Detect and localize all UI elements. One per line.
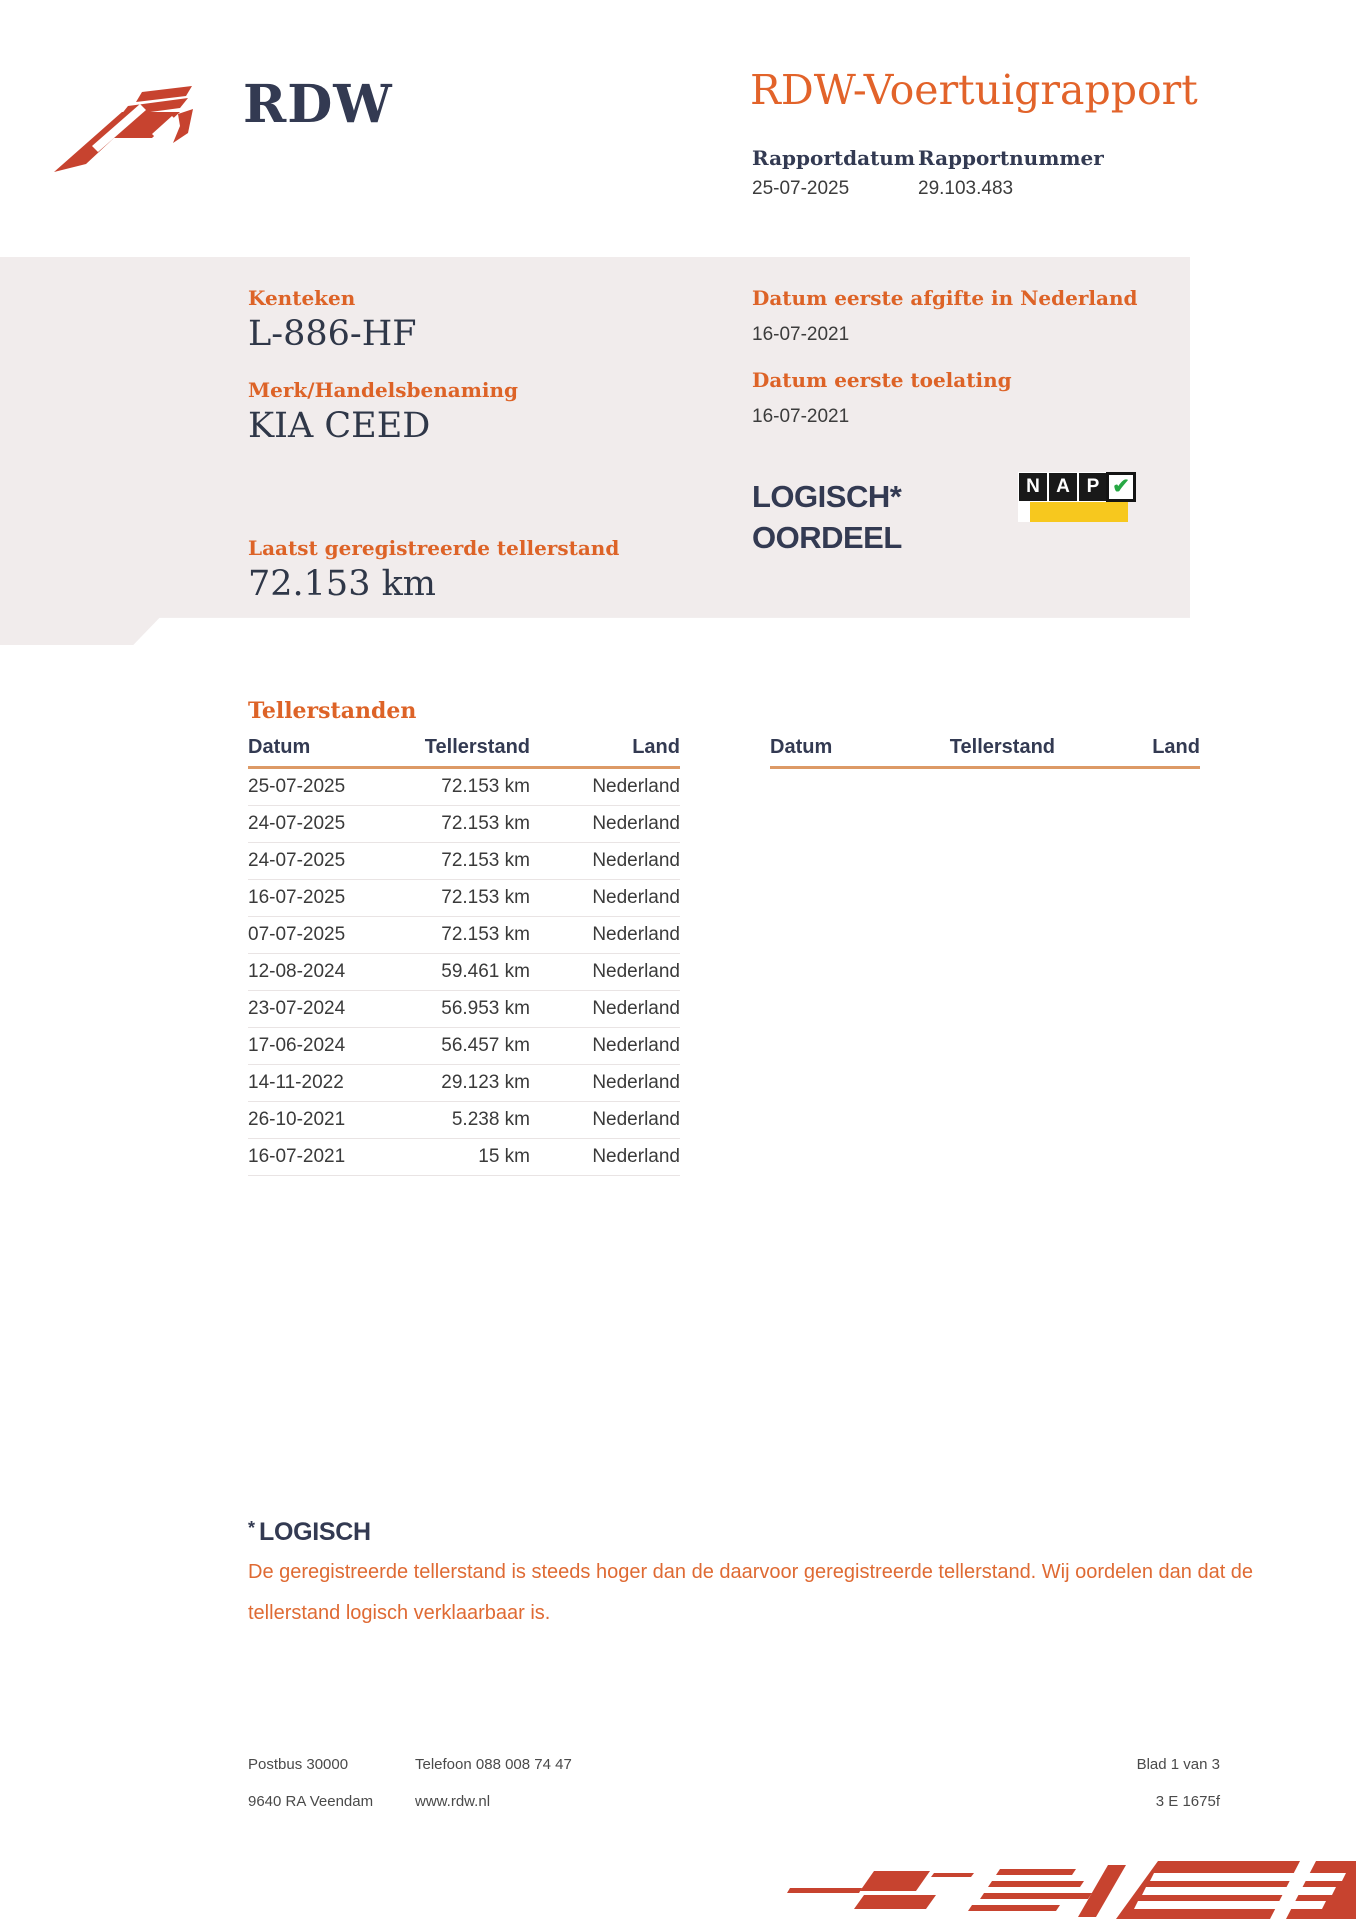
- oordeel-line2: OORDEEL: [752, 520, 902, 555]
- row-land: Nederland: [592, 776, 680, 797]
- column-header-tellerstand: Tellerstand: [424, 736, 530, 758]
- row-tellerstand: 72.153 km: [441, 887, 530, 908]
- footnote-asterisk: *: [248, 1518, 256, 1538]
- row-land: Nederland: [592, 961, 680, 982]
- merk-value: KIA CEED: [248, 406, 431, 446]
- table-row: [248, 880, 680, 917]
- toelating-label: Datum eerste toelating: [752, 368, 1012, 392]
- table-row: [248, 1139, 680, 1176]
- column-header-datum: Datum: [770, 736, 833, 758]
- column-header-land: Land: [632, 736, 680, 758]
- oordeel-line1: LOGISCH*: [752, 479, 902, 514]
- table-row: [248, 769, 680, 806]
- report-number-label: Rapportnummer: [918, 146, 1104, 170]
- rdw-feather-logo-icon: [52, 76, 234, 174]
- nap-check-icon: ✔: [1106, 472, 1136, 502]
- tellerstand-value: 72.153 km: [248, 564, 436, 604]
- table-header-row: [770, 736, 1200, 769]
- row-date: 16-07-2021: [248, 1146, 346, 1167]
- table-row: [248, 1028, 680, 1065]
- merk-label: Merk/Handelsbenaming: [248, 378, 519, 402]
- row-tellerstand: 72.153 km: [441, 850, 530, 871]
- row-tellerstand: 5.238 km: [451, 1109, 530, 1130]
- row-tellerstand: 56.953 km: [441, 998, 530, 1019]
- footnote-heading: [248, 1518, 371, 1547]
- afgifte-label: Datum eerste afgifte in Nederland: [752, 286, 1138, 310]
- row-date: 17-06-2024: [248, 1035, 346, 1056]
- tellerstand-label: Laatst geregistreerde tellerstand: [248, 536, 620, 560]
- row-land: Nederland: [592, 813, 680, 834]
- row-date: 23-07-2024: [248, 998, 346, 1019]
- table-row: [248, 843, 680, 880]
- row-land: Nederland: [592, 1035, 680, 1056]
- row-land: Nederland: [592, 1146, 680, 1167]
- footer-phone: Telefoon 088 008 74 47: [415, 1756, 572, 1773]
- row-tellerstand: 72.153 km: [441, 924, 530, 945]
- toelating-value: 16-07-2021: [752, 406, 850, 427]
- rdw-wordmark: RDW: [243, 74, 393, 135]
- footer-page-indicator: Blad 1 van 3: [1136, 1756, 1220, 1773]
- page-title: RDW-Voertuigrapport: [750, 66, 1198, 114]
- nap-letter-p: P: [1078, 472, 1108, 502]
- table-row: [248, 806, 680, 843]
- table-header-row: [248, 736, 680, 769]
- table-row: [248, 954, 680, 991]
- row-date: 26-10-2021: [248, 1109, 346, 1130]
- table-rows: [248, 769, 680, 1176]
- tellerstanden-table-right: [770, 736, 1200, 769]
- row-date: 24-07-2025: [248, 813, 346, 834]
- vehicle-summary-panel: [0, 257, 1190, 645]
- kenteken-value: L-886-HF: [248, 314, 417, 354]
- row-tellerstand: 56.457 km: [441, 1035, 530, 1056]
- row-land: Nederland: [592, 1072, 680, 1093]
- row-date: 16-07-2025: [248, 887, 346, 908]
- footer-address-line1: Postbus 30000: [248, 1756, 349, 1773]
- row-land: Nederland: [592, 998, 680, 1019]
- footer-website: www.rdw.nl: [415, 1793, 491, 1810]
- column-header-land: Land: [1152, 736, 1200, 758]
- report-date-value: 25-07-2025: [752, 178, 850, 199]
- row-date: 25-07-2025: [248, 776, 346, 797]
- column-header-datum: Datum: [248, 736, 311, 758]
- table-row: [248, 917, 680, 954]
- table-row: [248, 991, 680, 1028]
- footer-address-line2: 9640 RA Veendam: [248, 1793, 374, 1810]
- row-date: 07-07-2025: [248, 924, 346, 945]
- row-land: Nederland: [592, 924, 680, 945]
- tellerstanden-title: Tellerstanden: [248, 698, 417, 724]
- row-land: Nederland: [592, 850, 680, 871]
- row-tellerstand: 72.153 km: [441, 813, 530, 834]
- row-tellerstand: 15 km: [478, 1146, 530, 1167]
- row-tellerstand: 72.153 km: [441, 776, 530, 797]
- column-header-tellerstand: Tellerstand: [949, 736, 1055, 758]
- footer-form-code: 3 E 1675f: [1155, 1793, 1220, 1810]
- row-date: 24-07-2025: [248, 850, 346, 871]
- row-tellerstand: 59.461 km: [441, 961, 530, 982]
- row-date: 12-08-2024: [248, 961, 346, 982]
- footnote-text: De geregistreerde tellerstand is steeds hoger dan de daarvoor geregistreerde tellerstand. Wij oordelen dan dat de tellerstand logisch verklaarbaar is.: [248, 1561, 1254, 1624]
- tellerstanden-table-left: [248, 736, 680, 1176]
- table-row: [248, 1102, 680, 1139]
- oordeel-text: [752, 476, 902, 558]
- nap-letter-a: A: [1048, 472, 1078, 502]
- row-date: 14-11-2022: [248, 1072, 344, 1093]
- footnote-title: LOGISCH: [259, 1518, 371, 1546]
- report-number-value: 29.103.483: [918, 178, 1014, 199]
- afgifte-value: 16-07-2021: [752, 324, 850, 345]
- row-tellerstand: 29.123 km: [441, 1072, 530, 1093]
- nap-logo: [1018, 472, 1140, 528]
- row-land: Nederland: [592, 887, 680, 908]
- report-date-label: Rapportdatum: [752, 146, 916, 170]
- bottom-stripes-graphic: [756, 1859, 1356, 1919]
- row-land: Nederland: [592, 1109, 680, 1130]
- nap-letter-n: N: [1018, 472, 1048, 502]
- table-row: [248, 1065, 680, 1102]
- kenteken-label: Kenteken: [248, 286, 356, 310]
